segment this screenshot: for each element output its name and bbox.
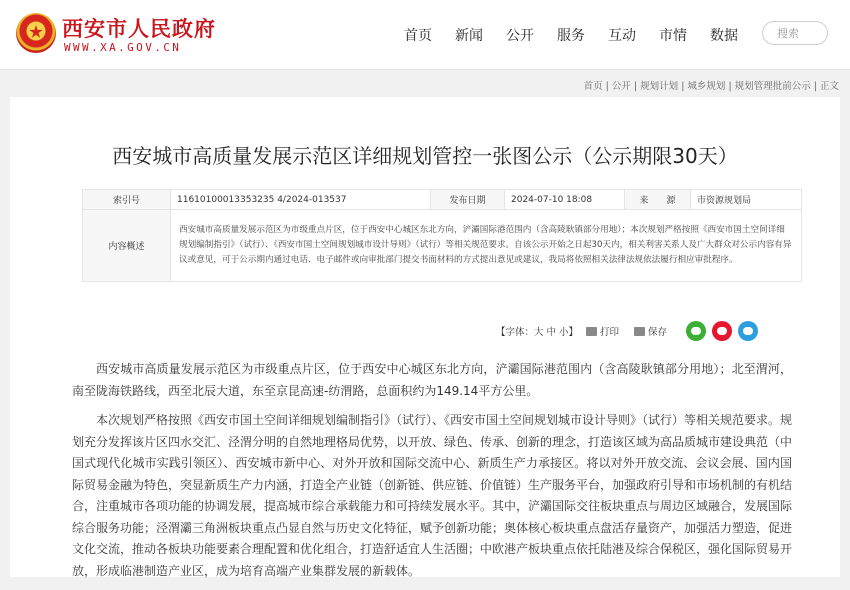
index-label: 索引号	[83, 190, 171, 210]
breadcrumb-separator: |	[681, 81, 685, 92]
article-card	[10, 97, 840, 577]
save-label: 保存	[648, 327, 668, 338]
save-button[interactable]	[634, 324, 667, 338]
breadcrumb-approval-notice[interactable]: 规划管理批前公示	[734, 81, 811, 92]
search-input[interactable]	[777, 23, 817, 45]
national-emblem-icon[interactable]	[16, 13, 56, 53]
breadcrumb-separator: |	[813, 81, 817, 92]
nav-news[interactable]: 新闻	[455, 28, 483, 44]
nav-interaction[interactable]: 互动	[608, 28, 636, 44]
breadcrumb-separator: |	[728, 81, 732, 92]
summary-label: 内容概述	[83, 210, 171, 282]
source-label: 来 源	[625, 190, 691, 210]
article-paragraph: 本次规划严格按照《西安市国土空间详细规划编制指引》（试行）、《西安市国土空间规划城市设计导则》（试行）等相关规范要求。规划充分发挥该片区四水交汇、泾渭分明的自然地理格局优势，以开放、绿色、传承、创新的理念，打造该区域为高品质城市建设典范（中国式现代化城市实践引领区）、西安城市新中心、对外开放和国际交流中心、新质生产力承接区。将以对外开放交流、会议会展、国内国际贸易金融为特色，突显新质生产力内涵，打造全产业链（创新链、供应链、价值链）生产服务平台，加强政府引导和市场机制的有机结合，注重城市各项功能的协调发展，提高城市综合承载能力和可持续发展水平。其中，浐灞国际交往板块重点与周边区域融合，发展国际综合服务功能；泾渭灞三角洲板块重点凸显自然与历史文化特征，赋予创新功能；奥体核心板块重点盘活存量资产，加强活力塑造，促进文化交流，推动各板块功能要素合理配置和优化组合，打造舒适宜人生活圈；中欧港产板块重点依托陆港及综合保税区，强化国际贸易开放，形成临港制造产业区，成为培育高端产业集群发展的新载体。	[72, 413, 793, 578]
site-header	[0, 0, 850, 70]
nav-services[interactable]: 服务	[557, 28, 585, 44]
breadcrumb-public[interactable]: 公开	[611, 81, 631, 92]
article-paragraph: 西安城市高质量发展示范区为市级重点片区，位于西安中心城区东北方向，浐灞国际港范围内（含高陵耿镇部分用地）；北至渭河，南至陇海铁路线，西至北辰大道，东至京昆高速-纺渭路，总面积约为149.14平方公里。	[72, 362, 792, 398]
index-value: 11610100013353235 4/2024-013537	[171, 190, 431, 210]
source-value: 市资源规划局	[691, 190, 802, 210]
qq-share-icon[interactable]	[738, 321, 758, 341]
article-meta-table	[82, 189, 802, 282]
font-size-control[interactable]: 【字体：大 中 小】	[496, 327, 579, 338]
breadcrumb	[584, 78, 839, 92]
printer-icon	[586, 327, 597, 336]
search-box	[762, 21, 828, 45]
breadcrumb-planning[interactable]: 规划计划	[640, 81, 679, 92]
site-url: WWW.XA.GOV.CN	[64, 41, 182, 54]
breadcrumb-home[interactable]: 首页	[583, 81, 603, 92]
print-button[interactable]	[586, 324, 619, 338]
date-label: 发布日期	[431, 190, 505, 210]
save-icon	[634, 327, 645, 336]
date-value: 2024-07-10 18:08	[505, 190, 625, 210]
print-label: 打印	[600, 327, 620, 338]
nav-data[interactable]: 数据	[710, 28, 738, 44]
summary-value: 西安城市高质量发展示范区为市级重点片区，位于西安中心城区东北方向，浐灞国际港范围内（含高陵耿镇部分用地）；本次规划严格按照《西安市国土空间详细规划编制指引》（试行）、《西安市国土空间规划城市设计导则》（试行）等相关规范要求。自该公示开始之日起30天内，相关利害关系人及广大群众对公示内容有异议或意见，可于公示期内通过电话、电子邮件或向审批部门提交书面材料的方式提出意见或建议，我局将依照相关法律法规依法履行相应审批程序。	[171, 210, 802, 282]
weibo-share-icon[interactable]	[712, 321, 732, 341]
wechat-share-icon[interactable]	[686, 321, 706, 341]
article-body	[72, 359, 792, 590]
breadcrumb-separator: |	[633, 81, 638, 92]
breadcrumb-urban-planning[interactable]: 城乡规划	[687, 81, 726, 92]
nav-public[interactable]: 公开	[506, 28, 534, 44]
breadcrumb-separator: |	[605, 81, 609, 92]
site-title[interactable]: 西安市人民政府	[62, 17, 216, 41]
nav-city-info[interactable]: 市情	[659, 28, 687, 44]
article-title: 西安城市高质量发展示范区详细规划管控一张图公示（公示期限30天）	[112, 144, 738, 168]
breadcrumb-current: 正文	[819, 81, 839, 92]
nav-home[interactable]: 首页	[404, 28, 432, 44]
